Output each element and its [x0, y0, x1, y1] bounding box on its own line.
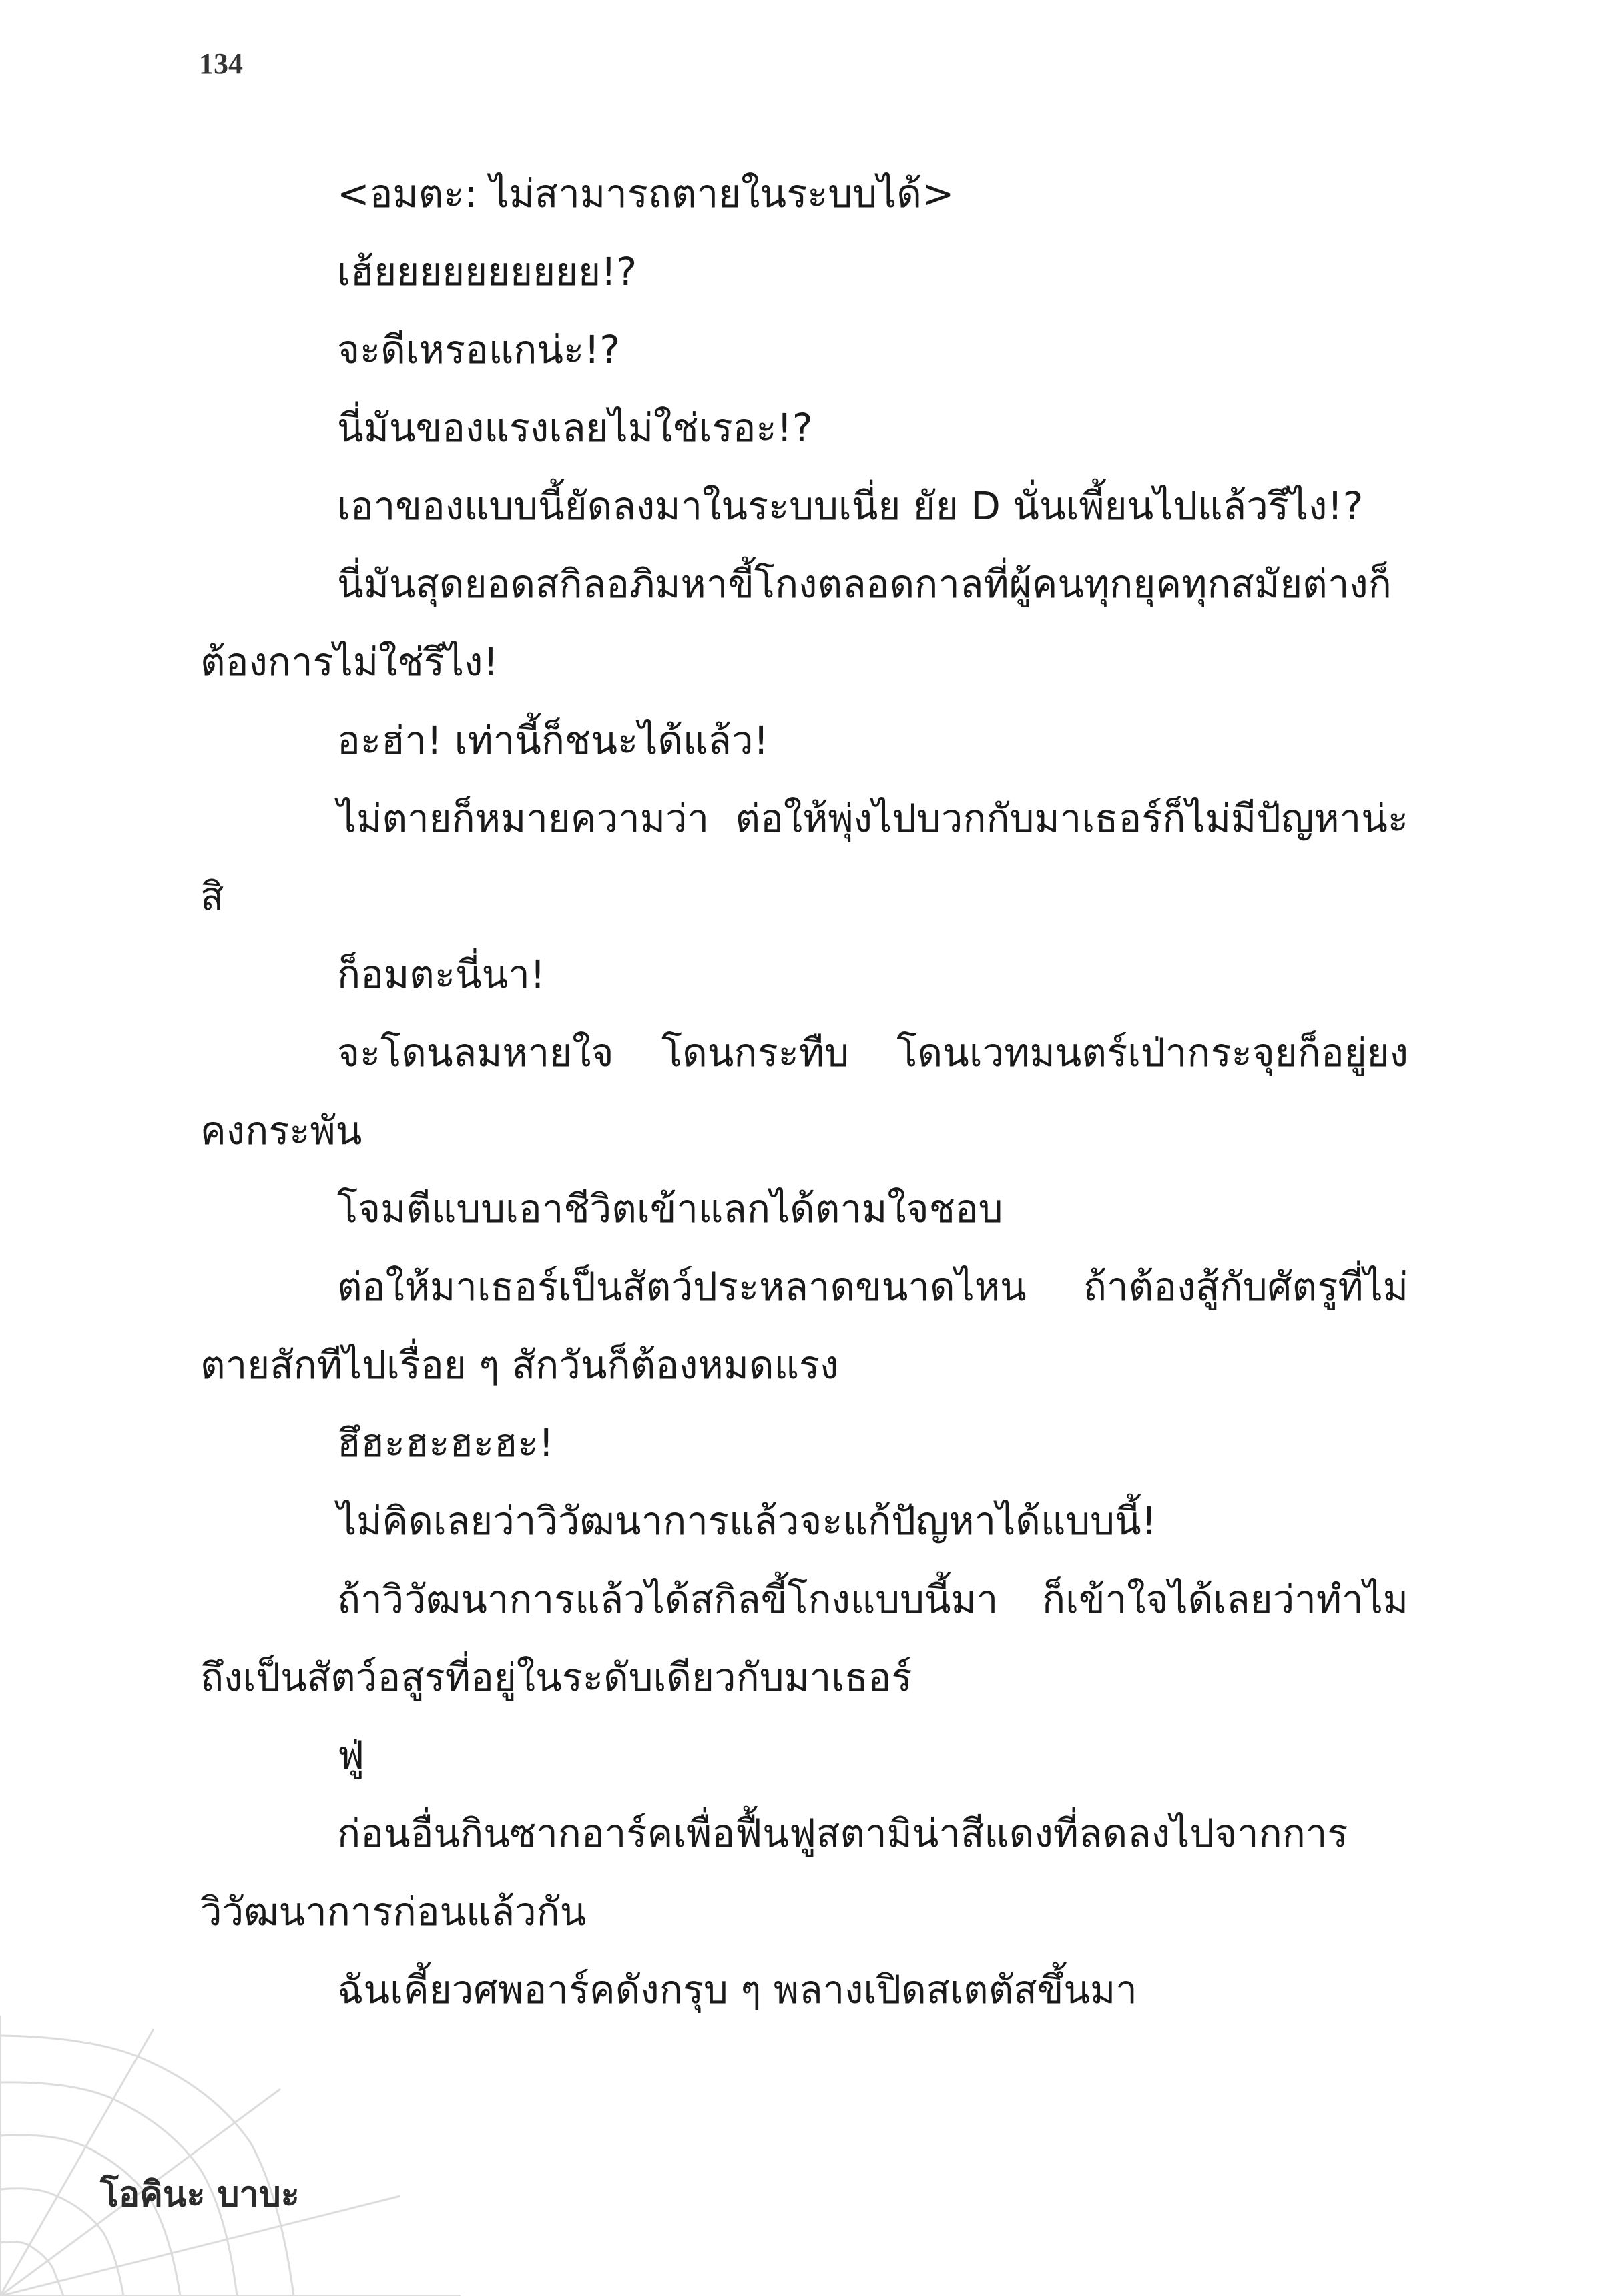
page-number: 134	[199, 47, 243, 80]
paragraph: เฮ้ยยยยยยยยยย!?	[337, 249, 637, 294]
paragraph: ฉันเคี้ยวศพอาร์คดังกรุบ ๆ พลางเปิดสเตตัสขึ้นมา	[337, 1967, 1137, 2012]
paragraph: จะดีเหรอแกน่ะ!?	[337, 327, 621, 372]
author-name: โอคินะ บาบะ	[100, 2175, 300, 2215]
paragraph: โจมตีแบบเอาชีวิตเข้าแลกได้ตามใจชอบ	[337, 1186, 1003, 1231]
spider-web-decoration	[0, 1976, 467, 2296]
paragraph: ฮึฮะฮะฮะฮะ!	[337, 1420, 554, 1466]
paragraph: ก่อนอื่นกินซากอาร์คเพื่อฟื้นฟูสตามิน่าสีแดงที่ลดลงไปจากการวิวัฒนาการก่อนแล้วกัน	[200, 1811, 1348, 1934]
body-text	[200, 155, 1408, 2029]
paragraph: ฟู่	[337, 1733, 365, 1778]
paragraph: ก็อมตะนี่นา!	[337, 952, 546, 997]
paragraph: <อมตะ: ไม่สามารถตายในระบบได้>	[337, 171, 955, 216]
paragraph: ถ้าวิวัฒนาการแล้วได้สกิลขี้โกงแบบนี้มา ก็เข้าใจได้เลยว่าทำไมถึงเป็นสัตว์อสูรที่อยู่ในระดับเดียวกับมาเธอร์	[200, 1576, 1408, 1700]
paragraph: นี่มันของแรงเลยไม่ใช่เรอะ!?	[337, 405, 813, 451]
paragraph: เอาของแบบนี้ยัดลงมาในระบบเนี่ย ยัย D นั่นเพี้ยนไปแล้วรึไง!?	[337, 483, 1364, 529]
paragraph: อะฮ่า! เท่านี้ก็ชนะได้แล้ว!	[337, 718, 769, 763]
paragraph: จะโดนลมหายใจ โดนกระทืบ โดนเวทมนตร์เป่ากระจุยก็อยู่ยงคงกระพัน	[200, 1030, 1408, 1153]
paragraph: ไม่คิดเลยว่าวิวัฒนาการแล้วจะแก้ปัญหาได้แบบนี้!	[337, 1498, 1157, 1544]
paragraph: นี่มันสุดยอดสกิลอภิมหาขี้โกงตลอดกาลที่ผู้คนทุกยุคทุกสมัยต่างก็ต้องการไม่ใช่รึไง!	[200, 561, 1392, 685]
paragraph: ไม่ตายก็หมายความว่า ต่อให้พุ่งไปบวกกับมาเธอร์ก็ไม่มีปัญหาน่ะสิ	[200, 796, 1408, 919]
paragraph: ต่อให้มาเธอร์เป็นสัตว์ประหลาดขนาดไหน ถ้าต้องสู้กับศัตรูที่ไม่ตายสักทีไปเรื่อย ๆ สักวันก็ต้องหมดแรง	[200, 1264, 1408, 1388]
